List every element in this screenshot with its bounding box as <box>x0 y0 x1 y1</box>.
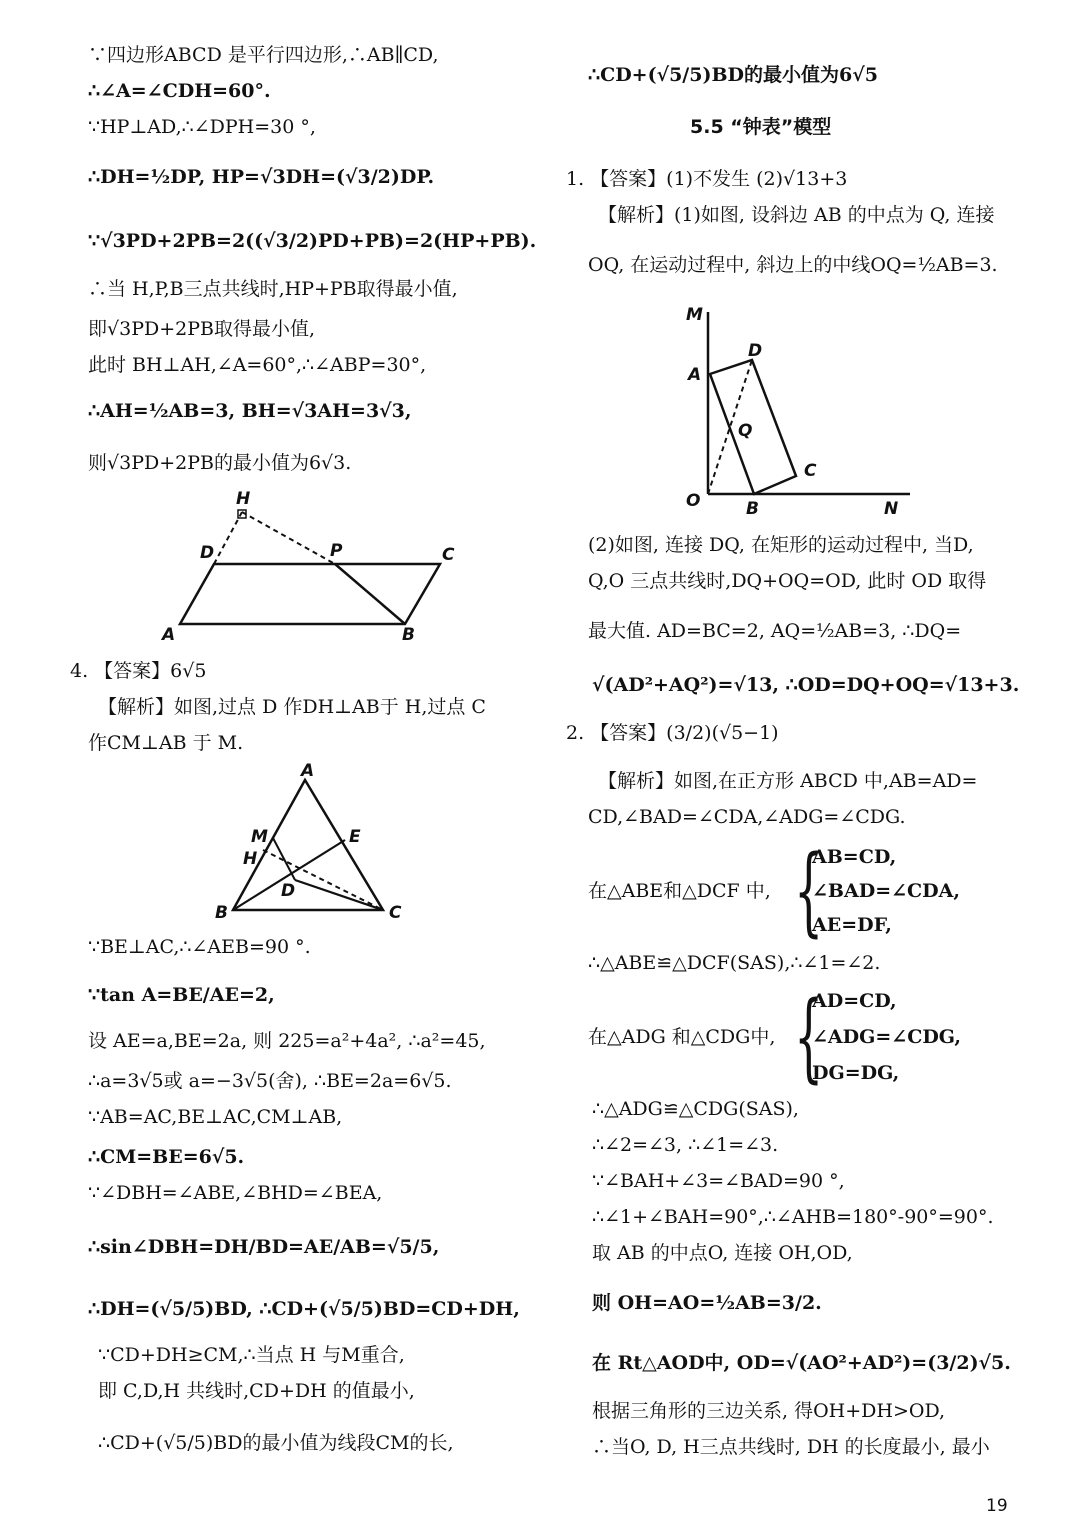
text-line: 作CM⊥AB 于 M. <box>88 732 244 754</box>
point-label: O <box>686 491 701 511</box>
text-line: 根据三角形的三边关系, 得OH+DH>OD, <box>592 1400 946 1422</box>
text-line: ∵tan A=BE/AE=2, <box>88 984 275 1006</box>
text-line: ∵√3PD+2PB=2((√3/2)PD+PB)=2(HP+PB). <box>88 230 537 252</box>
point-label: P <box>330 541 343 561</box>
point-label: D <box>200 543 215 563</box>
point-label: N <box>884 499 899 519</box>
point-label: H <box>243 849 258 869</box>
text-line: ∴∠A=∠CDH=60°. <box>88 80 271 102</box>
text-line: DG=DG, <box>812 1062 900 1084</box>
text-line: ∴当O, D, H三点共线时, DH 的长度最小, 最小 <box>592 1436 990 1458</box>
point-label: D <box>748 341 763 361</box>
text-line: ∴a=3√5或 a=−3√5(舍), ∴BE=2a=6√5. <box>88 1070 452 1092</box>
text-line: OQ, 在运动过程中, 斜边上的中线OQ=½AB=3. <box>588 254 998 276</box>
triangle-figure <box>205 762 415 927</box>
text-line: ∵BE⊥AC,∴∠AEB=90 °. <box>88 936 311 958</box>
point-label: M <box>251 827 268 847</box>
answer-2: 2. 【答案】(3/2)(√5−1) <box>566 722 779 744</box>
text-line: 则√3PD+2PB的最小值为6√3. <box>88 452 352 474</box>
text-line: 则 OH=AO=½AB=3/2. <box>592 1292 822 1314</box>
text-line: Q,O 三点共线时,DQ+OQ=OD, 此时 OD 取得 <box>588 570 987 592</box>
text-line: ∴AH=½AB=3, BH=√3AH=3√3, <box>88 400 412 422</box>
text-line: (2)如图, 连接 DQ, 在矩形的运动过程中, 当D, <box>588 534 974 556</box>
text-line: 在△ABE和△DCF 中, <box>588 880 771 902</box>
text-line: ∵∠BAH+∠3=∠BAD=90 °, <box>592 1170 845 1192</box>
point-label: C <box>389 903 402 923</box>
point-label: A <box>688 365 702 385</box>
section-heading: 5.5 “钟表”模型 <box>690 116 832 138</box>
parallelogram-figure <box>150 484 470 644</box>
brace: { <box>794 833 824 947</box>
brace: { <box>794 979 824 1093</box>
answer-1: 1. 【答案】(1)不发生 (2)√13+3 <box>566 168 848 190</box>
text-line: CD,∠BAD=∠CDA,∠ADG=∠CDG. <box>588 806 906 828</box>
point-label: B <box>215 903 228 923</box>
text-line: 在△ADG 和△CDG中, <box>588 1026 776 1048</box>
text-line: 即√3PD+2PB取得最小值, <box>88 318 316 340</box>
point-label: A <box>162 625 176 644</box>
clock-model-figure <box>680 300 920 520</box>
text-line: AE=DF, <box>812 914 892 936</box>
text-line: ∵HP⊥AD,∴∠DPH=30 °, <box>88 116 316 138</box>
point-label: C <box>442 545 455 565</box>
point-label: B <box>746 499 759 519</box>
text-line: ∴DH=(√5/5)BD, ∴CD+(√5/5)BD=CD+DH, <box>88 1298 520 1320</box>
text-line: AD=CD, <box>812 990 897 1012</box>
text-line: ∴CD+(√5/5)BD的最小值为线段CM的长, <box>98 1432 454 1454</box>
text-line: ∴DH=½DP, HP=√3DH=(√3/2)DP. <box>88 166 435 188</box>
text-line: AB=CD, <box>812 846 897 868</box>
point-label: A <box>301 762 315 781</box>
point-label: E <box>349 827 361 847</box>
text-line: ∴∠2=∠3, ∴∠1=∠3. <box>592 1134 779 1156</box>
point-label: H <box>236 489 251 509</box>
point-label: C <box>804 461 817 481</box>
text-line: √(AD²+AQ²)=√13, ∴OD=DQ+OQ=√13+3. <box>592 674 1020 696</box>
text-line: 在 Rt△AOD中, OD=√(AO²+AD²)=(3/2)√5. <box>592 1352 1011 1374</box>
text-line: 【解析】(1)如图, 设斜边 AB 的中点为 Q, 连接 <box>598 204 995 226</box>
text-line: 【解析】如图,过点 D 作DH⊥AB于 H,过点 C <box>98 696 486 718</box>
text-line: ∵AB=AC,BE⊥AC,CM⊥AB, <box>88 1106 343 1128</box>
text-line: 【解析】如图,在正方形 ABCD 中,AB=AD= <box>598 770 978 792</box>
text-line: ∵四边形ABCD 是平行四边形,∴AB∥CD, <box>88 44 439 66</box>
text-line: ∴当 H,P,B三点共线时,HP+PB取得最小值, <box>88 278 458 300</box>
text-line: ∠ADG=∠CDG, <box>812 1026 961 1048</box>
text-line: ∵CD+DH≥CM,∴当点 H 与M重合, <box>98 1344 405 1366</box>
text-line: ∴CD+(√5/5)BD的最小值为6√5 <box>588 64 878 86</box>
text-line: ∴△ADG≌△CDG(SAS), <box>592 1098 799 1120</box>
text-line: 设 AE=a,BE=2a, 则 225=a²+4a², ∴a²=45, <box>88 1030 486 1052</box>
point-label: D <box>281 881 296 901</box>
text-line: ∴CM=BE=6√5. <box>88 1146 245 1168</box>
page-number: 19 <box>986 1496 1008 1516</box>
point-label: Q <box>738 421 753 441</box>
text-line: ∴∠1+∠BAH=90°,∴∠AHB=180°-90°=90°. <box>592 1206 994 1228</box>
text-line: 取 AB 的中点O, 连接 OH,OD, <box>592 1242 853 1264</box>
text-line: ∠BAD=∠CDA, <box>812 880 960 902</box>
text-line: ∵∠DBH=∠ABE,∠BHD=∠BEA, <box>88 1182 383 1204</box>
text-line: ∴△ABE≌△DCF(SAS),∴∠1=∠2. <box>588 952 881 974</box>
text-line: 即 C,D,H 共线时,CD+DH 的值最小, <box>98 1380 415 1402</box>
point-label: M <box>686 305 703 325</box>
point-label: B <box>402 625 415 644</box>
text-line: 最大值. AD=BC=2, AQ=½AB=3, ∴DQ= <box>588 620 962 642</box>
text-line: 此时 BH⊥AH,∠A=60°,∴∠ABP=30°, <box>88 354 427 376</box>
text-line: ∴sin∠DBH=DH/BD=AE/AB=√5/5, <box>88 1236 440 1258</box>
answer-4: 4. 【答案】6√5 <box>70 660 207 682</box>
